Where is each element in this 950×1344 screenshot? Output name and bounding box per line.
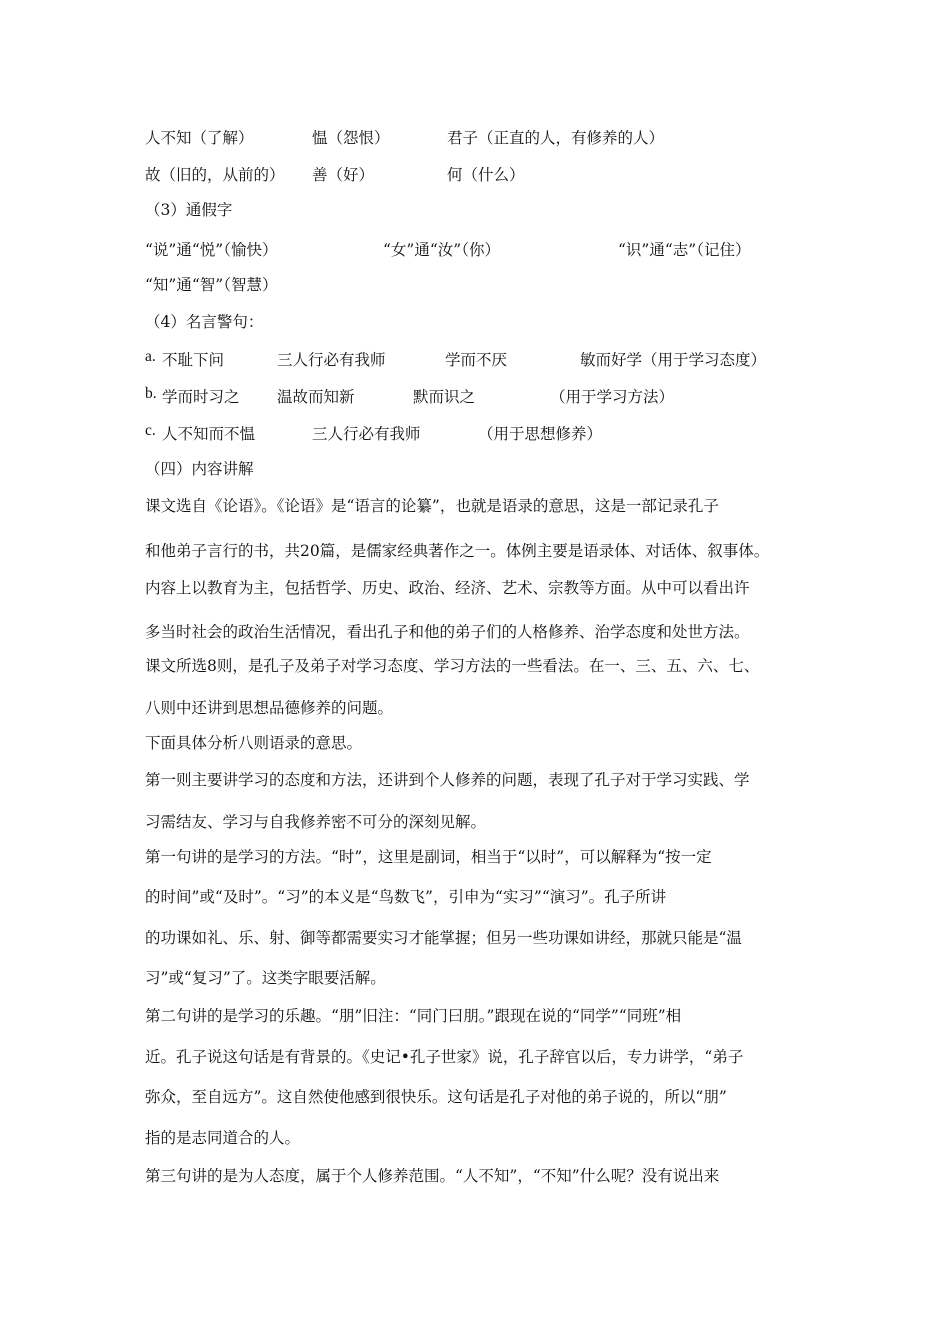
mingyan-item: （用于学习方法） xyxy=(550,388,675,406)
body-line: 多当时社会的政治生活情况，看出孔子和他的弟子们的人格修养、治学态度和处世方法。 xyxy=(145,623,750,641)
tongjia-item: “说”通“悦”（愉快） xyxy=(145,241,278,259)
mingyan-item: 学而时习之 xyxy=(162,388,240,406)
body-line: 课文选自《论语》。《论语》是“语言的论纂”，也就是语录的意思，这是一部记录孔子 xyxy=(145,497,719,515)
mingyan-item: 学而不厌 xyxy=(445,351,508,369)
mingyan-item: 敏而好学（用于学习态度） xyxy=(580,351,767,369)
body-line: 和他弟子言行的书，共20篇，是儒家经典著作之一。体例主要是语录体、对话体、叙事体。 xyxy=(145,542,770,560)
mingyan-item: 人不知而不愠 xyxy=(162,425,256,443)
mingyan-item: （用于思想修养） xyxy=(478,425,603,443)
body-line: 第二句讲的是学习的乐趣。“朋”旧注：“同门曰朋。”跟现在说的“同学”“同班”相 xyxy=(145,1007,682,1025)
body-line: 第一则主要讲学习的态度和方法，还讲到个人修养的问题，表现了孔子对于学习实践、学 xyxy=(145,771,750,789)
body-line: 的时间”或“及时”。“习”的本义是“鸟数飞”，引申为“实习”“演习”。孔子所讲 xyxy=(145,888,667,906)
mingyan-item: 不耻下问 xyxy=(162,351,225,369)
body-line: 指的是志同道合的人。 xyxy=(145,1129,301,1147)
tongjia-item: “知”通“智”（智慧） xyxy=(145,276,278,294)
body-line: 第一句讲的是学习的方法。“时”，这里是副词，相当于“以时”，可以解释为“按一定 xyxy=(145,848,712,866)
tongjia-item: “女”通“汝”（你） xyxy=(383,241,500,259)
vocab-item: 善（好） xyxy=(312,166,375,184)
mingyan-a-prefix: a. xyxy=(145,348,156,365)
vocab-item: 人不知（了解） xyxy=(145,129,254,147)
vocab-item: 愠（怨恨） xyxy=(312,129,390,147)
body-line: 弥众，至自远方”。这自然使他感到很快乐。这句话是孔子对他的弟子说的，所以“朋” xyxy=(145,1088,727,1106)
tongjia-item: “识”通“志”（记住） xyxy=(618,241,751,259)
mingyan-item: 三人行必有我师 xyxy=(277,351,386,369)
mingyan-b-prefix: b. xyxy=(145,385,157,402)
mingyan-c-prefix: c. xyxy=(145,422,156,439)
mingyan-item: 温故而知新 xyxy=(277,388,355,406)
body-line: 近。孔子说这句话是有背景的。《史记•孔子世家》说，孔子辞官以后，专力讲学，“弟子 xyxy=(145,1048,744,1066)
section-heading: （四）内容讲解 xyxy=(145,460,254,478)
body-line: 八则中还讲到思想品德修养的问题。 xyxy=(145,699,394,717)
body-line: 内容上以教育为主，包括哲学、历史、政治、经济、艺术、宗教等方面。从中可以看出许 xyxy=(145,579,750,597)
tongjia-heading: （3）通假字 xyxy=(145,201,233,219)
body-line: 第三句讲的是为人态度，属于个人修养范围。“人不知”，“不知”什么呢？没有说出来 xyxy=(145,1167,720,1185)
vocab-item: 故（旧的，从前的） xyxy=(145,166,285,184)
body-line: 习需结友、学习与自我修养密不可分的深刻见解。 xyxy=(145,813,487,831)
mingyan-heading: （4）名言警句： xyxy=(145,313,264,331)
vocab-item: 何（什么） xyxy=(447,166,525,184)
vocab-item: 君子（正直的人，有修养的人） xyxy=(447,129,665,147)
mingyan-item: 默而识之 xyxy=(413,388,476,406)
body-line: 的功课如礼、乐、射、御等都需要实习才能掌握；但另一些功课如讲经，那就只能是“温 xyxy=(145,929,742,947)
body-line: 下面具体分析八则语录的意思。 xyxy=(145,734,363,752)
mingyan-item: 三人行必有我师 xyxy=(312,425,421,443)
body-line: 习”或“复习”了。这类字眼要活解。 xyxy=(145,969,386,987)
body-line: 课文所选8则，是孔子及弟子对学习态度、学习方法的一些看法。在一、三、五、六、七、 xyxy=(145,657,760,675)
